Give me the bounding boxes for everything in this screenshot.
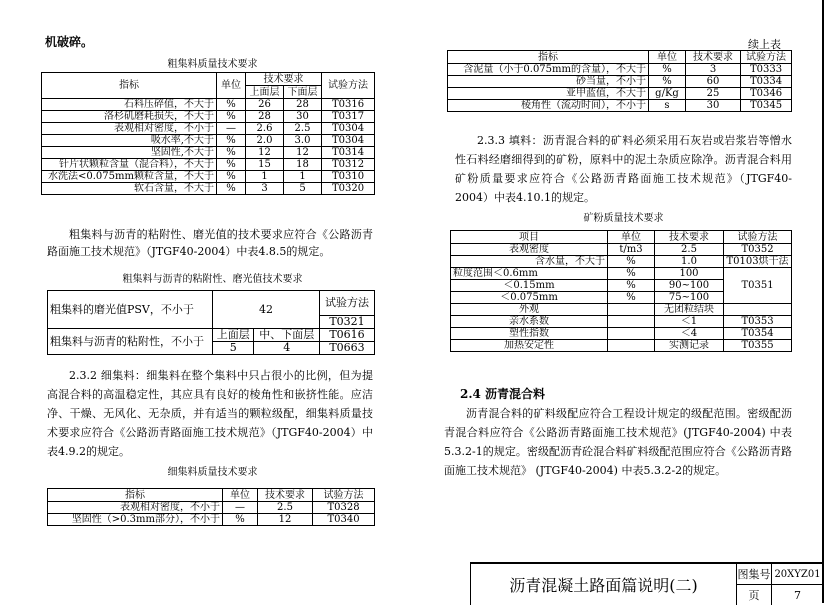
row-method: T0333 bbox=[741, 64, 792, 76]
header-item: 项目 bbox=[451, 231, 608, 244]
row-name: 石料压碎值，不大于 bbox=[42, 99, 217, 111]
row-upper: 3 bbox=[246, 183, 284, 195]
row-name: 粒度范围＜0.6mm bbox=[451, 268, 608, 280]
row-unit: % bbox=[608, 292, 655, 304]
header-upper: 上面层 bbox=[246, 86, 284, 99]
header-unit: 单位 bbox=[217, 73, 246, 99]
row-tech: 1.0 bbox=[655, 256, 724, 268]
adhesion-label: 粗集料与沥青的粘附性，不小于 bbox=[48, 329, 213, 355]
row-method: T0320 bbox=[322, 183, 375, 195]
row-name: ＜0.075mm bbox=[451, 292, 608, 304]
table-row bbox=[451, 340, 792, 352]
row-name: 洛杉矶磨耗损失，不大于 bbox=[42, 111, 217, 123]
table-row bbox=[42, 111, 375, 123]
table-row bbox=[42, 123, 375, 135]
row-unit: s bbox=[649, 100, 686, 112]
row-unit: % bbox=[217, 159, 246, 171]
row-lower: 2.5 bbox=[284, 123, 322, 135]
row-method: T0103烘干法 bbox=[724, 256, 792, 268]
row-unit: % bbox=[217, 171, 246, 183]
row-unit bbox=[608, 340, 655, 352]
table-row bbox=[448, 76, 792, 88]
table-row bbox=[448, 64, 792, 76]
table-row bbox=[448, 88, 792, 100]
row-unit bbox=[608, 328, 655, 340]
row-method bbox=[724, 304, 792, 316]
table-row bbox=[451, 256, 792, 268]
row-method: T0310 bbox=[322, 171, 375, 183]
table-row bbox=[448, 100, 792, 112]
upper-header: 上面层 bbox=[213, 329, 254, 342]
row-name: 表观密度 bbox=[451, 244, 608, 256]
adhesion-table bbox=[47, 290, 375, 355]
row-upper: 28 bbox=[246, 111, 284, 123]
row-name: 表观相对密度，不小于 bbox=[42, 123, 217, 135]
row-tech: 实测记录 bbox=[655, 340, 724, 352]
midlower-value: 4 bbox=[254, 342, 320, 355]
row-upper: 2.0 bbox=[246, 135, 284, 147]
table-row bbox=[48, 502, 375, 514]
coarse-quality-caption: 粗集料质量技术要求 bbox=[167, 59, 258, 70]
row-lower: 3.0 bbox=[284, 135, 322, 147]
upper-method: T0616 bbox=[320, 329, 375, 342]
row-tech: 2.5 bbox=[258, 502, 313, 514]
row-name: 亲水系数 bbox=[451, 316, 608, 328]
row-name: 棱角性（流动时间），不小于 bbox=[448, 100, 649, 112]
row-tech: 2.5 bbox=[655, 244, 724, 256]
row-unit: % bbox=[217, 99, 246, 111]
row-method: T0346 bbox=[741, 88, 792, 100]
table-row bbox=[451, 328, 792, 340]
row-unit: % bbox=[217, 135, 246, 147]
table-row bbox=[42, 183, 375, 195]
header-indicator: 指标 bbox=[48, 489, 223, 502]
row-name: 亚甲蓝值，不大于 bbox=[448, 88, 649, 100]
header-indicator: 指标 bbox=[42, 73, 217, 99]
continued-table bbox=[447, 50, 792, 112]
row-unit: % bbox=[608, 268, 655, 280]
table-row bbox=[42, 159, 375, 171]
fine-aggregate-paragraph: 2.3.2 细集料：细集料在整个集料中只占很小的比例，但为提高混合料的高温稳定性，其应具有良好的棱角性和嵌挤性能。应洁净、干燥、无风化、无杂质，并有适当的颗粒级配，细集料质量技术要求应符合《公路沥青路面施工技术规范》（JTGF40-2004）中表4.9.2的规定。 bbox=[47, 369, 373, 458]
row-method: T0355 bbox=[724, 340, 792, 352]
row-unit: — bbox=[217, 123, 246, 135]
row-name: ＜0.15mm bbox=[451, 280, 608, 292]
row-tech: 无团粒结块 bbox=[655, 304, 724, 316]
page-number: 7 bbox=[794, 588, 801, 602]
row-method: T0312 bbox=[322, 159, 375, 171]
row-method: T0316 bbox=[322, 99, 375, 111]
row-unit: g/Kg bbox=[649, 88, 686, 100]
row-tech: 12 bbox=[258, 514, 313, 526]
drawing-title: 沥青混凝土路面篇说明(二) bbox=[471, 564, 737, 605]
method-header: 试验方法 bbox=[320, 291, 375, 316]
row-tech: 3 bbox=[686, 64, 741, 76]
row-unit: % bbox=[217, 147, 246, 159]
row-name: 砂当量，不小于 bbox=[448, 76, 649, 88]
adhesion-paragraph: 粗集料与沥青的粘附性、磨光值的技术要求应符合《公路沥青路面施工技术规范》（JTGF40-2004）中表4.8.5的规定。 bbox=[47, 228, 373, 258]
row-unit: % bbox=[608, 280, 655, 292]
table-row bbox=[42, 147, 375, 159]
row-name: 含泥量（小于0.075mm的含量），不大于 bbox=[448, 64, 649, 76]
row-method: T0354 bbox=[724, 328, 792, 340]
row-method: T0328 bbox=[313, 502, 375, 514]
header-tech: 技术要求 bbox=[246, 73, 322, 86]
header-indicator: 指标 bbox=[448, 51, 649, 64]
atlas-label: 图集号 bbox=[737, 564, 772, 585]
continued-label: 续上表 bbox=[748, 38, 781, 51]
row-unit: % bbox=[217, 111, 246, 123]
row-tech: 30 bbox=[686, 100, 741, 112]
row-unit: % bbox=[649, 64, 686, 76]
row-tech: 60 bbox=[686, 76, 741, 88]
row-tech: 75~100 bbox=[655, 292, 724, 304]
grading-method: T0351 bbox=[724, 268, 792, 304]
adhesion-caption: 粗集料与沥青的粘附性、磨光值技术要求 bbox=[122, 274, 303, 285]
table-row bbox=[42, 135, 375, 147]
header-unit: 单位 bbox=[649, 51, 686, 64]
row-name: 软石含量，不大于 bbox=[42, 183, 217, 195]
frame-border bbox=[822, 0, 824, 603]
page-label: 页 bbox=[737, 585, 772, 605]
row-name: 表观相对密度，不小于 bbox=[48, 502, 223, 514]
row-method: T0340 bbox=[313, 514, 375, 526]
header-method: 试验方法 bbox=[724, 231, 792, 244]
psv-label: 粗集料的磨光值PSV，不小于 bbox=[48, 291, 213, 329]
table-row bbox=[451, 268, 792, 280]
row-name: 加热安定性 bbox=[451, 340, 608, 352]
row-method: T0334 bbox=[741, 76, 792, 88]
title-block bbox=[470, 562, 823, 605]
header-method: 试验方法 bbox=[322, 73, 375, 99]
row-name: 吸水率,不大于 bbox=[42, 135, 217, 147]
header-tech: 技术要求 bbox=[686, 51, 741, 64]
row-name: 外观 bbox=[451, 304, 608, 316]
atlas-value: 20XYZ01 bbox=[772, 564, 823, 585]
filler-table bbox=[450, 230, 792, 352]
row-name: 水洗法<0.075mm颗粒含量，不大于 bbox=[42, 171, 217, 183]
row-name: 坚固性,不大于 bbox=[42, 147, 217, 159]
table-row bbox=[48, 514, 375, 526]
header-unit: 单位 bbox=[608, 231, 655, 244]
mixture-paragraph: 沥青混合料的矿料级配应符合工程设计规定的级配范围。密级配沥青混合料应符合《公路沥青路面施工技术规范》(JTGF40-2004) 中表5.3.2-1的规定。密级配沥青砼混合料矿料级配范围应符合《公路沥青路面施工技术规范》 (JTGF40-2004) 中表5.3.2-2的规定。 bbox=[444, 407, 792, 477]
row-lower: 5 bbox=[284, 183, 322, 195]
row-name: 塑性指数 bbox=[451, 328, 608, 340]
row-upper: 1 bbox=[246, 171, 284, 183]
row-unit: t/m3 bbox=[608, 244, 655, 256]
row-upper: 15 bbox=[246, 159, 284, 171]
row-method: T0345 bbox=[741, 100, 792, 112]
row-method: T0304 bbox=[322, 135, 375, 147]
row-unit: % bbox=[649, 76, 686, 88]
table-row bbox=[42, 171, 375, 183]
psv-method: T0321 bbox=[320, 316, 375, 329]
upper-value: 5 bbox=[213, 342, 254, 355]
row-unit bbox=[608, 304, 655, 316]
header-lower: 下面层 bbox=[284, 86, 322, 99]
midlower-header: 中、下面层 bbox=[254, 329, 320, 342]
row-unit bbox=[608, 316, 655, 328]
row-lower: 28 bbox=[284, 99, 322, 111]
row-name: 坚固性（>0.3mm部分），不小于 bbox=[48, 514, 223, 526]
row-tech: 90~100 bbox=[655, 280, 724, 292]
row-unit: % bbox=[608, 256, 655, 268]
row-name: 针片状颗粒含量（混合料），不大于 bbox=[42, 159, 217, 171]
row-lower: 30 bbox=[284, 111, 322, 123]
table-row bbox=[42, 99, 375, 111]
row-method: T0304 bbox=[322, 123, 375, 135]
row-name: 含水量，不大于 bbox=[451, 256, 608, 268]
row-unit: % bbox=[223, 514, 258, 526]
row-upper: 26 bbox=[246, 99, 284, 111]
row-method: T0314 bbox=[322, 147, 375, 159]
psv-value: 42 bbox=[213, 291, 320, 329]
row-tech: ＜4 bbox=[655, 328, 724, 340]
header-tech: 技术要求 bbox=[655, 231, 724, 244]
header-method: 试验方法 bbox=[313, 489, 375, 502]
fine-quality-table bbox=[47, 488, 375, 526]
row-unit: % bbox=[217, 183, 246, 195]
table-row bbox=[451, 244, 792, 256]
row-unit: — bbox=[223, 502, 258, 514]
filler-caption: 矿粉质量技术要求 bbox=[583, 213, 664, 224]
row-tech: 25 bbox=[686, 88, 741, 100]
row-upper: 12 bbox=[246, 147, 284, 159]
section-heading: 2.4 沥青混合料 bbox=[460, 387, 546, 401]
fine-quality-caption: 细集料质量技术要求 bbox=[167, 467, 258, 478]
header-unit: 单位 bbox=[223, 489, 258, 502]
lower-method: T0663 bbox=[320, 342, 375, 355]
coarse-quality-table bbox=[41, 72, 375, 195]
row-lower: 1 bbox=[284, 171, 322, 183]
row-upper: 2.6 bbox=[246, 123, 284, 135]
table-row bbox=[451, 316, 792, 328]
row-tech: ＜1 bbox=[655, 316, 724, 328]
header-tech: 技术要求 bbox=[258, 489, 313, 502]
row-tech: 100 bbox=[655, 268, 724, 280]
row-method: T0353 bbox=[724, 316, 792, 328]
row-method: T0317 bbox=[322, 111, 375, 123]
intro-text: 机破碎。 bbox=[45, 35, 94, 49]
title-block-grid bbox=[737, 564, 823, 605]
table-row bbox=[451, 304, 792, 316]
row-lower: 18 bbox=[284, 159, 322, 171]
header-method: 试验方法 bbox=[741, 51, 792, 64]
row-lower: 12 bbox=[284, 147, 322, 159]
row-method: T0352 bbox=[724, 244, 792, 256]
filler-paragraph: 2.3.3 填料：沥青混合料的矿料必须采用石灰岩或岩浆岩等憎水性石料经磨细得到的矿粉，原料中的泥土杂质应除净。沥青混合料用矿粉质量要求应符合《公路沥青路面施工技术规范》（JTGF40-2004）中表4.10.1的规定。 bbox=[455, 134, 792, 204]
